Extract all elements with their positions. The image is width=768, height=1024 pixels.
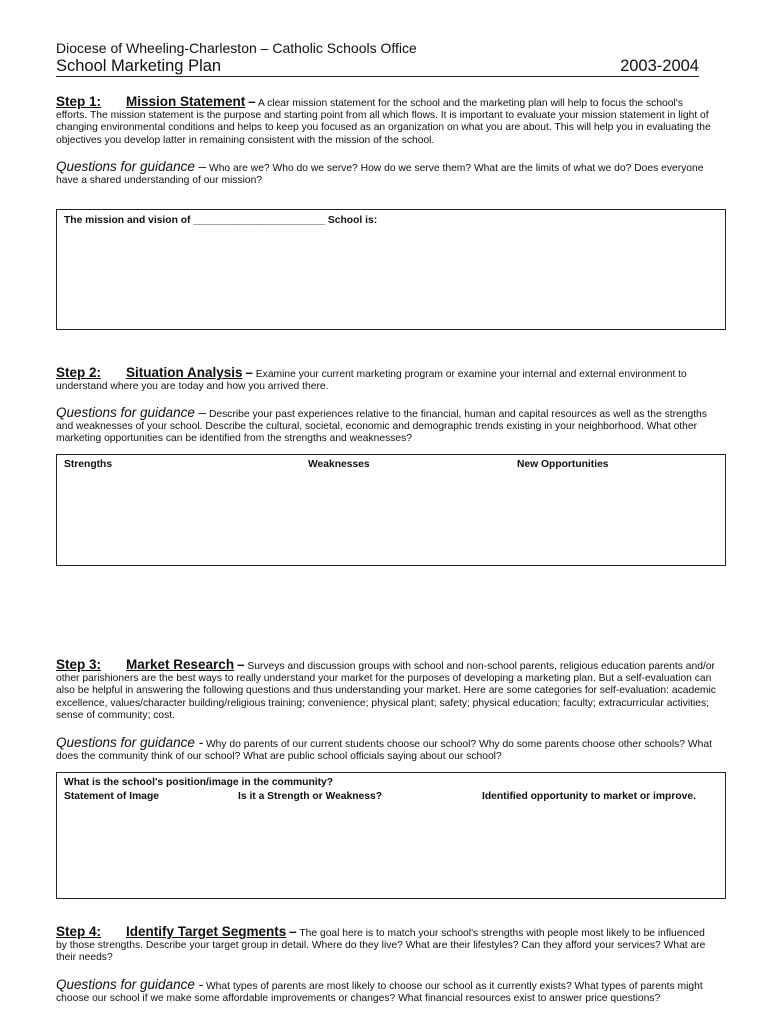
step-3-description: Surveys and discussion groups with school and non-school parents, religious education parents and/or other parishioners are the best ways to really understand your market for the purposes of developing a marketing plan. But a self-evaluation can also be helpful in answering the following questions and thus understanding your market. Here are some categories for self-evaluation: academic excellence, values/character building/religious training; convenience; physical plant; safety; physical education; faculty; extracurricular activities; sense of community; cost.	[56, 661, 716, 721]
step-4-guidance-text: What types of parents are most likely to choose our school as it currently exists? What types of parents might choose our school if we make some affordable improvements or changes? What financial resources exist to answer price questions?	[56, 981, 703, 1005]
step-4-label: Step 4:	[56, 924, 102, 939]
step-2-dash: –	[245, 365, 253, 380]
step-1-guidance-text: Who are we? Who do we serve? How do we serve them? What are the limits of what we do? Does everyone have a shared understanding of our mission?	[56, 163, 704, 187]
step-2-name: Situation Analysis	[126, 365, 243, 380]
strengths-header: Strengths	[64, 459, 113, 470]
step-2-guidance-text: Describe your past experiences relative to the financial, human and capital resources as well as the strengths and weaknesses of your school. Describe the cultural, societal, economic and demographic trends existing in your neighborhood. What other marketing opportunities can be identified from the strengths and weaknesses?	[56, 409, 707, 445]
organization-name: Diocese of Wheeling-Charleston – Catholic Schools Office	[56, 40, 417, 56]
document-page	[56, 0, 728, 1024]
step-3-guidance-text: Why do parents of our current students choose our school? Why do some parents choose other schools? What does the community think of our school? What are public school officials saying about our school?	[56, 739, 712, 763]
mission-prompt	[64, 215, 377, 226]
step-1-guidance-label: Questions for guidance –	[56, 159, 207, 174]
title-row	[56, 57, 699, 77]
step-2-guidance	[56, 407, 716, 446]
mission-box[interactable]	[56, 209, 726, 330]
step-1-guidance	[56, 161, 716, 187]
step-3-heading	[56, 659, 716, 722]
page-title: School Marketing Plan	[56, 57, 222, 75]
step-3-guidance	[56, 737, 716, 763]
school-year: 2003-2004	[620, 57, 699, 75]
mission-prompt-start: The mission and vision of	[64, 215, 191, 226]
school-name-blank[interactable]: _______________________	[193, 215, 326, 226]
step-3-label: Step 3:	[56, 657, 102, 672]
identified-opportunity-header: Identified opportunity to market or improve.	[482, 791, 696, 802]
step-4-dash: –	[289, 924, 297, 939]
step-1-heading	[56, 96, 716, 147]
weaknesses-header: Weaknesses	[308, 459, 370, 470]
step-1-description: A clear mission statement for the school and the marketing plan will help to focus the school's efforts. The mission statement is the purpose and starting point from all which flows. It is important to evaluate your mission statement in light of changing environmental conditions and helps to keep you focused as an organization on what you are about. This will help you in evaluating the objectives you develop latter in remaining consistent with the mission of the school.	[56, 98, 711, 146]
step-4-description: The goal here is to match your school's strengths with people most likely to be influenced by those strengths. Describe your target group in detail. Where do they live? What are their lifestyles? Can they afford your services? What are their needs?	[56, 928, 706, 964]
step-1-name: Mission Statement	[126, 94, 246, 109]
step-2-heading	[56, 367, 716, 393]
strength-or-weakness-header: Is it a Strength or Weakness?	[238, 791, 383, 802]
mission-prompt-end: School is:	[327, 215, 378, 226]
step-4-guidance	[56, 979, 716, 1005]
step-4-heading	[56, 926, 716, 965]
market-research-box[interactable]	[56, 772, 726, 899]
step-1-label: Step 1:	[56, 94, 102, 109]
step-3-guidance-label: Questions for guidance -	[56, 735, 204, 750]
position-question: What is the school's position/image in the community?	[64, 777, 334, 788]
step-1-dash: –	[248, 94, 256, 109]
step-2-description: Examine your current marketing program or examine your internal and external environment to understand where you are today and how you arrived there.	[56, 369, 687, 393]
statement-of-image-header: Statement of Image	[64, 791, 159, 802]
step-2-label: Step 2:	[56, 365, 102, 380]
step-3-dash: –	[236, 657, 245, 672]
step-4-name: Identify Target Segments	[126, 924, 287, 939]
step-3-name: Market Research	[126, 657, 235, 672]
swot-box[interactable]	[56, 454, 726, 566]
step-4-guidance-label: Questions for guidance -	[56, 977, 204, 992]
step-2-guidance-label: Questions for guidance –	[56, 405, 207, 420]
new-opportunities-header: New Opportunities	[517, 459, 609, 470]
